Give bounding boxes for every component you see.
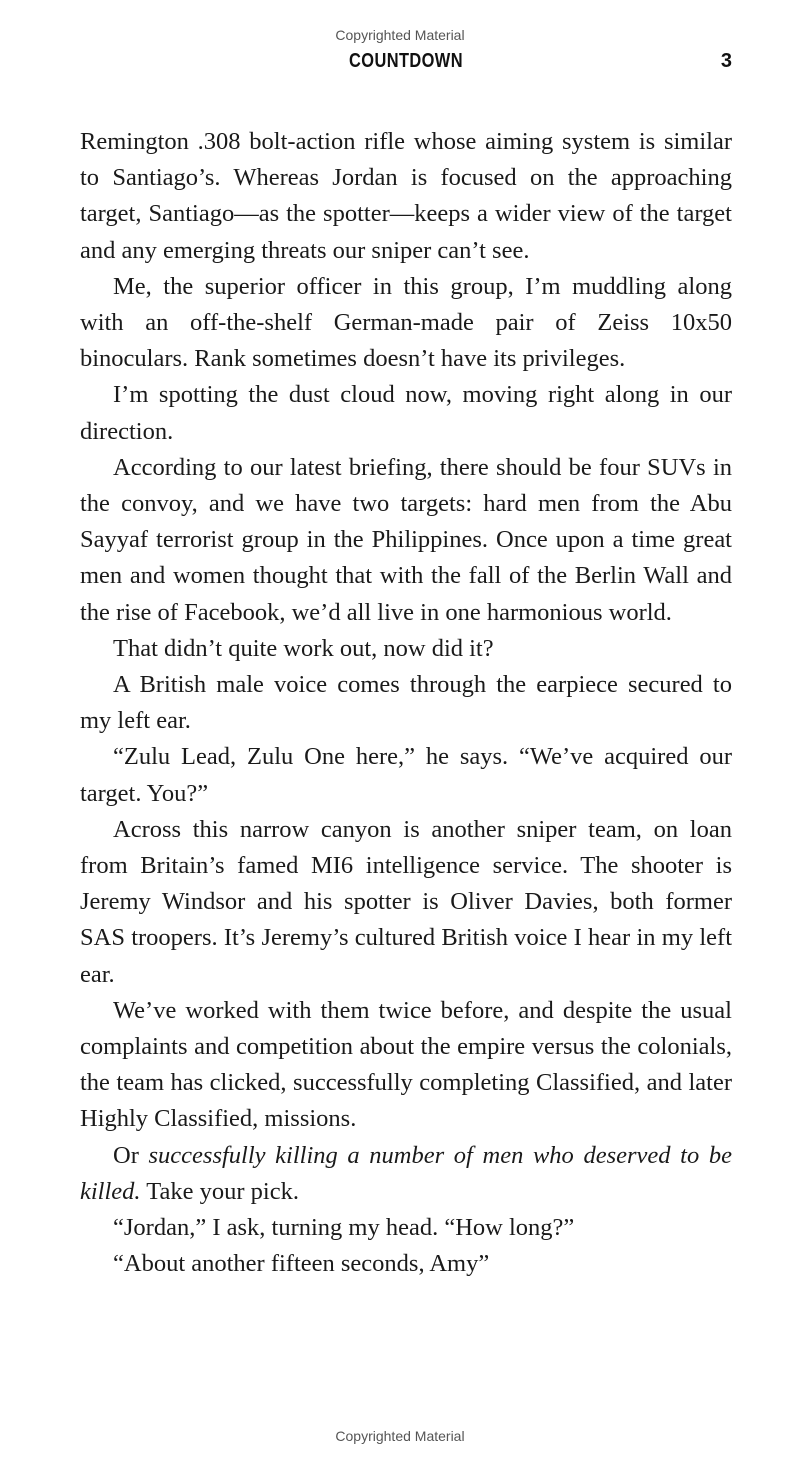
paragraph: Remington .308 bolt-action rifle whose aiming system is similar to Santiago’s. Whereas Jordan is focused on the approaching target, Santiago—as the spotter—keeps a wider view of the target and any emerging threats our sniper can’t see. [80,128,732,264]
copyright-watermark-bottom: Copyrighted Material [335,1428,465,1444]
running-head [80,50,732,78]
paragraph-tail: Take your pick. [140,1177,299,1205]
paragraph: I’m spotting the dust cloud now, moving right along in our direction. [80,381,732,445]
body-text [80,124,732,1283]
paragraph [80,1138,732,1210]
paragraph: Me, the superior officer in this group, I’m muddling along with an off-the-shelf German-made pair of Zeiss 10x50 binoculars. Rank sometimes doesn’t have its privileges. [80,272,732,373]
paragraph: According to our latest briefing, there should be four SUVs in the convoy, and we have two targets: hard men from the Abu Sayyaf terrorist group in the Philippines. Once upon a time great men and women thought that with the fall of the Berlin Wall and the rise of Facebook, we’d all live in one harmonious world. [80,453,732,626]
paragraph: That didn’t quite work out, now did it? [113,634,494,662]
paragraph: Across this narrow canyon is another sniper team, on loan from Britain’s famed MI6 intelligence service. The shooter is Jeremy Windsor and his spotter is Oliver Davies, both former SAS troopers. It’s Jeremy’s cultured British voice I hear in my left ear. [80,815,732,988]
page-number: 3 [720,50,732,72]
paragraph: “Zulu Lead, Zulu One here,” he says. “We’ve acquired our target. You?” [80,743,732,807]
italic-phrase: successfully killing a number of men who deserved to be killed. [80,1141,732,1205]
paragraph: “Jordan,” I ask, turning my head. “How long?” [113,1214,575,1242]
paragraph: We’ve worked with them twice before, and despite the usual complaints and competition about the empire versus the colonials, the team has clicked, successfully completing Classified, and later Highly Classified, missions. [80,996,732,1133]
book-title: COUNTDOWN [349,50,463,72]
copyright-watermark-top: Copyrighted Material [335,27,465,43]
paragraph-lead: Or [113,1141,149,1169]
paragraph: “About another fifteen seconds, Amy” [113,1250,490,1278]
paragraph: A British male voice comes through the earpiece secured to my left ear. [80,671,732,735]
